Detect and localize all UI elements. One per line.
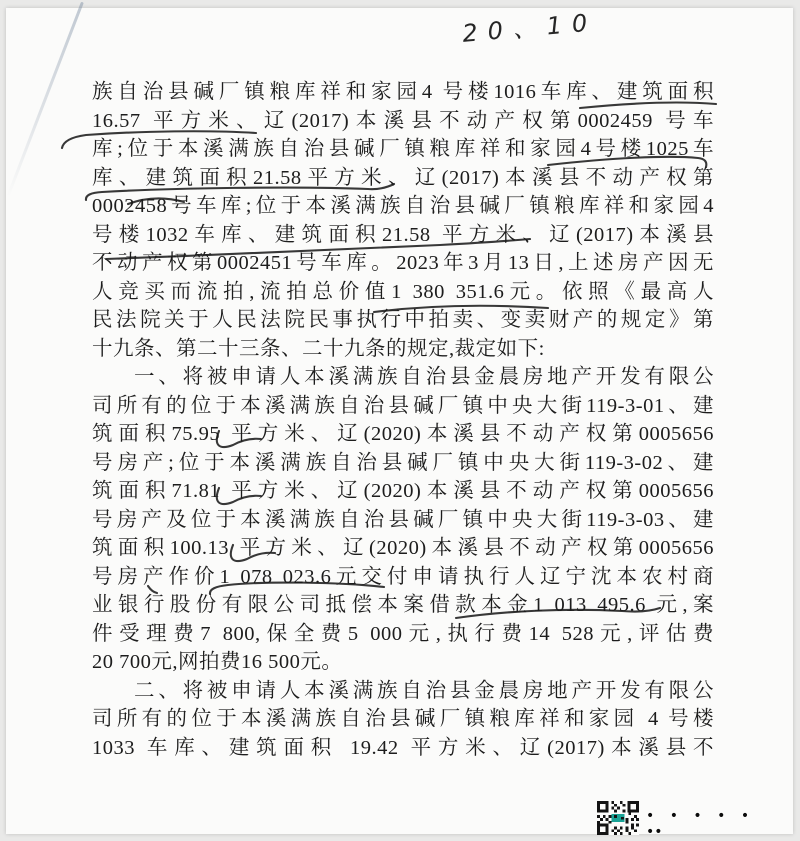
document-line: 民法院关于人民法院民事执行中拍卖、变卖财产的规定》第 bbox=[92, 309, 714, 331]
document-line: 人竞买而流拍,流拍总价值1 380 351.6元。依照《最高人 bbox=[92, 280, 714, 303]
document-line: 1033 车库、建筑面积 19.42 平方米、辽(2017)本溪县不 bbox=[92, 736, 714, 759]
handwritten-note: 20、10 bbox=[461, 8, 599, 48]
document-line: 号房产及位于本溪满族自治县碱厂镇中央大街119-3-03、建 bbox=[92, 508, 714, 531]
document-line: 一、将被申请人本溪满族自治县金晨房地产开发有限公 bbox=[134, 366, 714, 388]
document-line: 件受理费7 800,保全费5 000元,执行费14 528元,评估费 bbox=[92, 622, 714, 645]
document-line: 库;位于本溪满族自治县碱厂镇粮库祥和家园4号楼1025车 bbox=[92, 138, 714, 160]
document-line: 二、将被申请人本溪满族自治县金晨房地产开发有限公 bbox=[134, 679, 714, 702]
document-line: 十九条、第二十三条、二十九条的规定,裁定如下: bbox=[92, 337, 545, 360]
document-line: 号房产作价1 078 023.6元交付申请执行人辽宁沈本农村商 bbox=[92, 565, 714, 588]
document-line: 库、建筑面积21.58平方米、辽(2017)本溪县不动产权第 bbox=[92, 166, 714, 189]
document-line: 司所有的位于本溪满族自治县碱厂镇粮库祥和家园 4 号楼 bbox=[92, 708, 714, 730]
document-line: 筑面积100.13 平方米、辽(2020)本溪县不动产权第0005656 bbox=[92, 537, 714, 559]
document-line: 不动产权第0002451号车库。2023年3月13日,上述房产因无 bbox=[92, 252, 714, 274]
qr-code bbox=[597, 801, 639, 835]
document-line: 司所有的位于本溪满族自治县碱厂镇中央大街119-3-01、建 bbox=[92, 394, 714, 417]
document-line: 业银行股份有限公司抵偿本案借款本金1 013 495.6 元,案 bbox=[92, 594, 714, 616]
document-line: 族自治县碱厂镇粮库祥和家园4 号楼1016车库、建筑面积 bbox=[92, 81, 714, 103]
separator-dots: • • • • • •• bbox=[646, 808, 750, 840]
document-line: 0002458号车库;位于本溪满族自治县碱厂镇粮库祥和家园4 bbox=[92, 195, 714, 217]
document-line: 号房产;位于本溪满族自治县碱厂镇中央大街119-3-02、建 bbox=[92, 451, 714, 474]
document-line: 16.57 平方米、辽(2017)本溪县不动产权第0002459 号车 bbox=[92, 109, 714, 132]
document-line: 筑面积71.81 平方米、辽(2020)本溪县不动产权第0005656 bbox=[92, 480, 714, 502]
document-line: 20 700元,网拍费16 500元。 bbox=[92, 651, 343, 673]
document-body bbox=[92, 78, 714, 762]
document-line: 号楼1032车库、建筑面积21.58 平方米、辽(2017)本溪县 bbox=[92, 223, 714, 246]
document-line: 筑面积75.95 平方米、辽(2020)本溪县不动产权第0005656 bbox=[92, 423, 714, 445]
